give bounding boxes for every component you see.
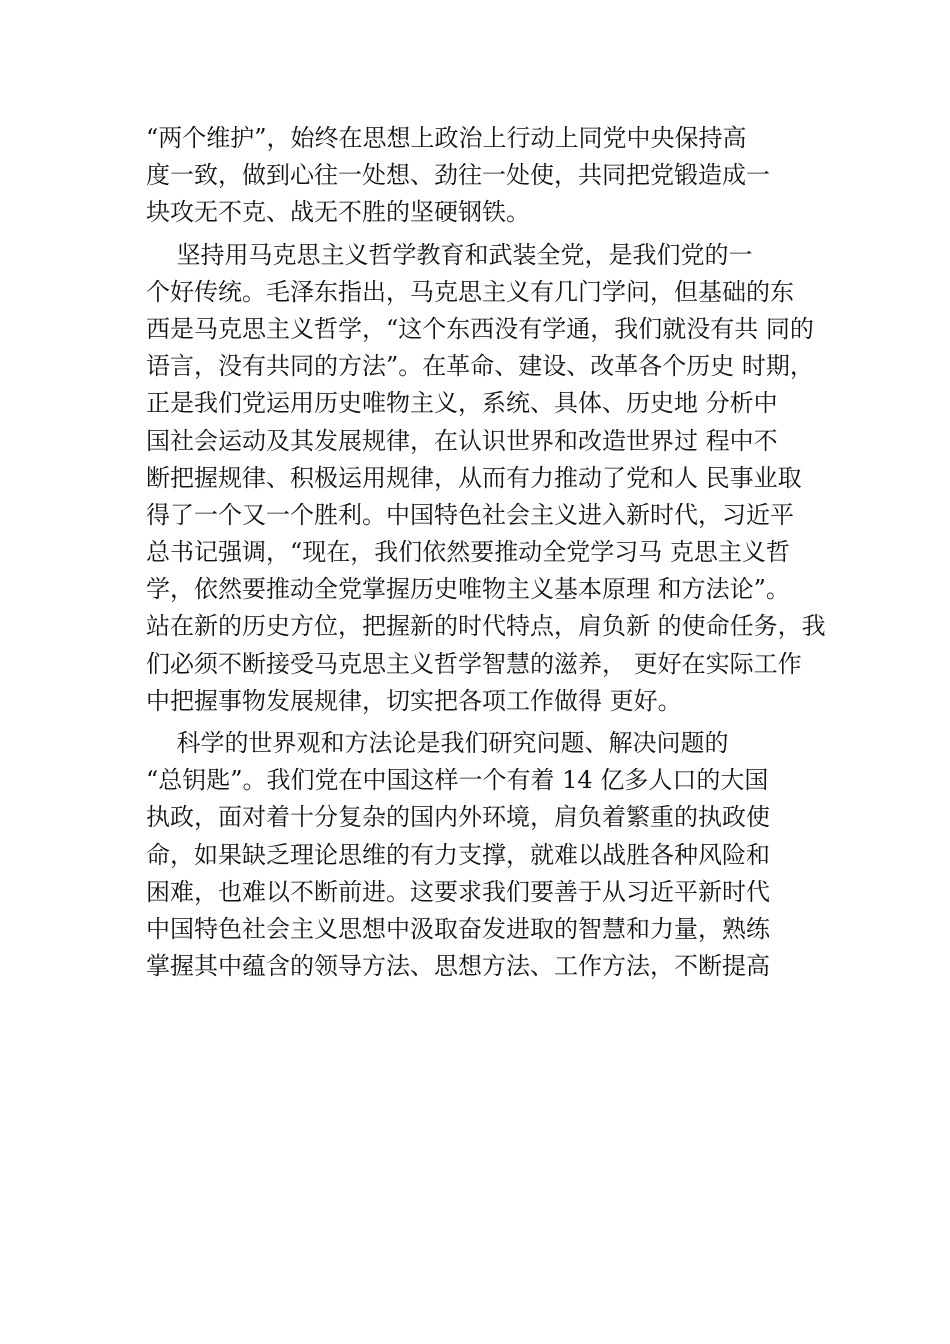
text-line: 断把握规律、积极运用规律，从而有力推动了党和人 民事业取 — [146, 463, 802, 492]
text-line: 西是马克思主义哲学，“这个东西没有学通，我们就没有共 同的 — [146, 314, 814, 343]
paragraph-2 — [146, 237, 826, 720]
text-line: 们必须不断接受马克思主义哲学智慧的滋养， 更好在实际工作 — [146, 649, 802, 678]
text-line: 块攻无不克、战无不胜的坚硬钢铁。 — [146, 198, 530, 227]
text-line: 中国特色社会主义思想中汲取奋发进取的智慧和力量，熟练 — [146, 914, 770, 943]
body-text — [146, 120, 826, 985]
paragraph-3 — [146, 725, 826, 985]
text-line: 站在新的历史方位，把握新的时代特点，肩负新 的使命任务，我 — [146, 612, 826, 641]
text-line: 正是我们党运用历史唯物主义，系统、具体、历史地 分析中 — [146, 389, 778, 418]
text-line: 得了一个又一个胜利。中国特色社会主义进入新时代，习近平 — [146, 500, 794, 529]
text-line: 学，依然要推动全党掌握历史唯物主义基本原理 和方法论”。 — [146, 575, 790, 604]
text-line: 命，如果缺乏理论思维的有力支撑，就难以战胜各种风险和 — [146, 840, 770, 869]
text-line: 困难，也难以不断前进。这要求我们要善于从习近平新时代 — [146, 877, 770, 906]
text-line: 坚持用马克思主义哲学教育和武装全党，是我们党的一 — [146, 240, 753, 269]
text-line: 中把握事物发展规律，切实把各项工作做得 更好。 — [146, 686, 682, 715]
text-line: “总钥匙”。我们党在中国这样一个有着 14 亿多人口的大国 — [146, 766, 769, 795]
text-line: 掌握其中蕴含的领导方法、思想方法、工作方法，不断提高 — [146, 952, 770, 981]
text-line: 国社会运动及其发展规律，在认识世界和改造世界过 程中不 — [146, 426, 778, 455]
text-line: 个好传统。毛泽东指出，马克思主义有几门学问，但基础的东 — [146, 277, 794, 306]
text-line: 科学的世界观和方法论是我们研究问题、解决问题的 — [146, 729, 729, 757]
text-line: 执政，面对着十分复杂的国内外环境，肩负着繁重的执政使 — [146, 803, 770, 832]
paragraph-1 — [146, 120, 826, 232]
text-line: “两个维护”，始终在思想上政治上行动上同党中央保持高 — [146, 124, 747, 152]
text-line: 总书记强调，“现在，我们依然要推动全党学习马 克思主义哲 — [146, 538, 790, 567]
text-line: 语言，没有共同的方法”。在革命、建设、改革各个历史 时期， — [146, 352, 814, 381]
text-line: 度一致，做到心往一处想、劲往一处使，共同把党锻造成一 — [146, 161, 770, 190]
